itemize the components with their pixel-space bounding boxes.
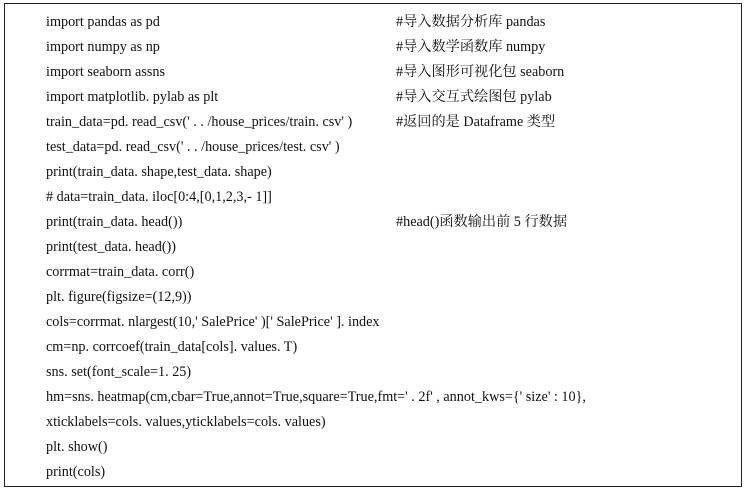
- code-line: cols=corrmat. nlargest(10,' SalePrice' )[' SalePrice' ]. index: [46, 314, 380, 330]
- code-line: print(test_data. head()): [46, 239, 176, 255]
- code-line: plt. show(): [46, 439, 108, 455]
- code-line: cm=np. corrcoef(train_data[cols]. values. T): [46, 339, 298, 355]
- code-line: print(train_data. shape,test_data. shape): [46, 164, 272, 180]
- code-line: import numpy as np: [46, 39, 160, 55]
- code-line: xticklabels=cols. values,yticklabels=cols. values): [46, 414, 326, 430]
- code-line: # data=train_data. iloc[0:4,[0,1,2,3,- 1]]: [46, 189, 272, 205]
- code-comment: #导入交互式绘图包 pylab: [396, 89, 552, 105]
- code-comment: #head()函数输出前 5 行数据: [396, 214, 568, 230]
- code-comment: #返回的是 Dataframe 类型: [396, 114, 556, 130]
- code-line: import pandas as pd: [46, 14, 160, 30]
- code-line: corrmat=train_data. corr(): [46, 264, 195, 280]
- code-line: import seaborn assns: [46, 64, 166, 80]
- code-line: print(train_data. head()): [46, 214, 183, 230]
- code-line: sns. set(font_scale=1. 25): [46, 364, 192, 380]
- code-comment: #导入图形可视化包 seaborn: [396, 64, 565, 80]
- code-comment: #导入数学函数库 numpy: [396, 39, 546, 55]
- code-line: hm=sns. heatmap(cm,cbar=True,annot=True,square=True,fmt=' . 2f' , annot_kws={' size' : 10},: [46, 389, 586, 405]
- code-listing-box: [4, 3, 742, 487]
- code-line: test_data=pd. read_csv(' . . /house_prices/test. csv' ): [46, 139, 340, 155]
- code-line: print(cols): [46, 464, 106, 480]
- code-comment: #导入数据分析库 pandas: [396, 14, 546, 30]
- code-line: import matplotlib. pylab as plt: [46, 89, 219, 105]
- code-line: plt. figure(figsize=(12,9)): [46, 289, 192, 305]
- code-line: train_data=pd. read_csv(' . . /house_prices/train. csv' ): [46, 114, 353, 130]
